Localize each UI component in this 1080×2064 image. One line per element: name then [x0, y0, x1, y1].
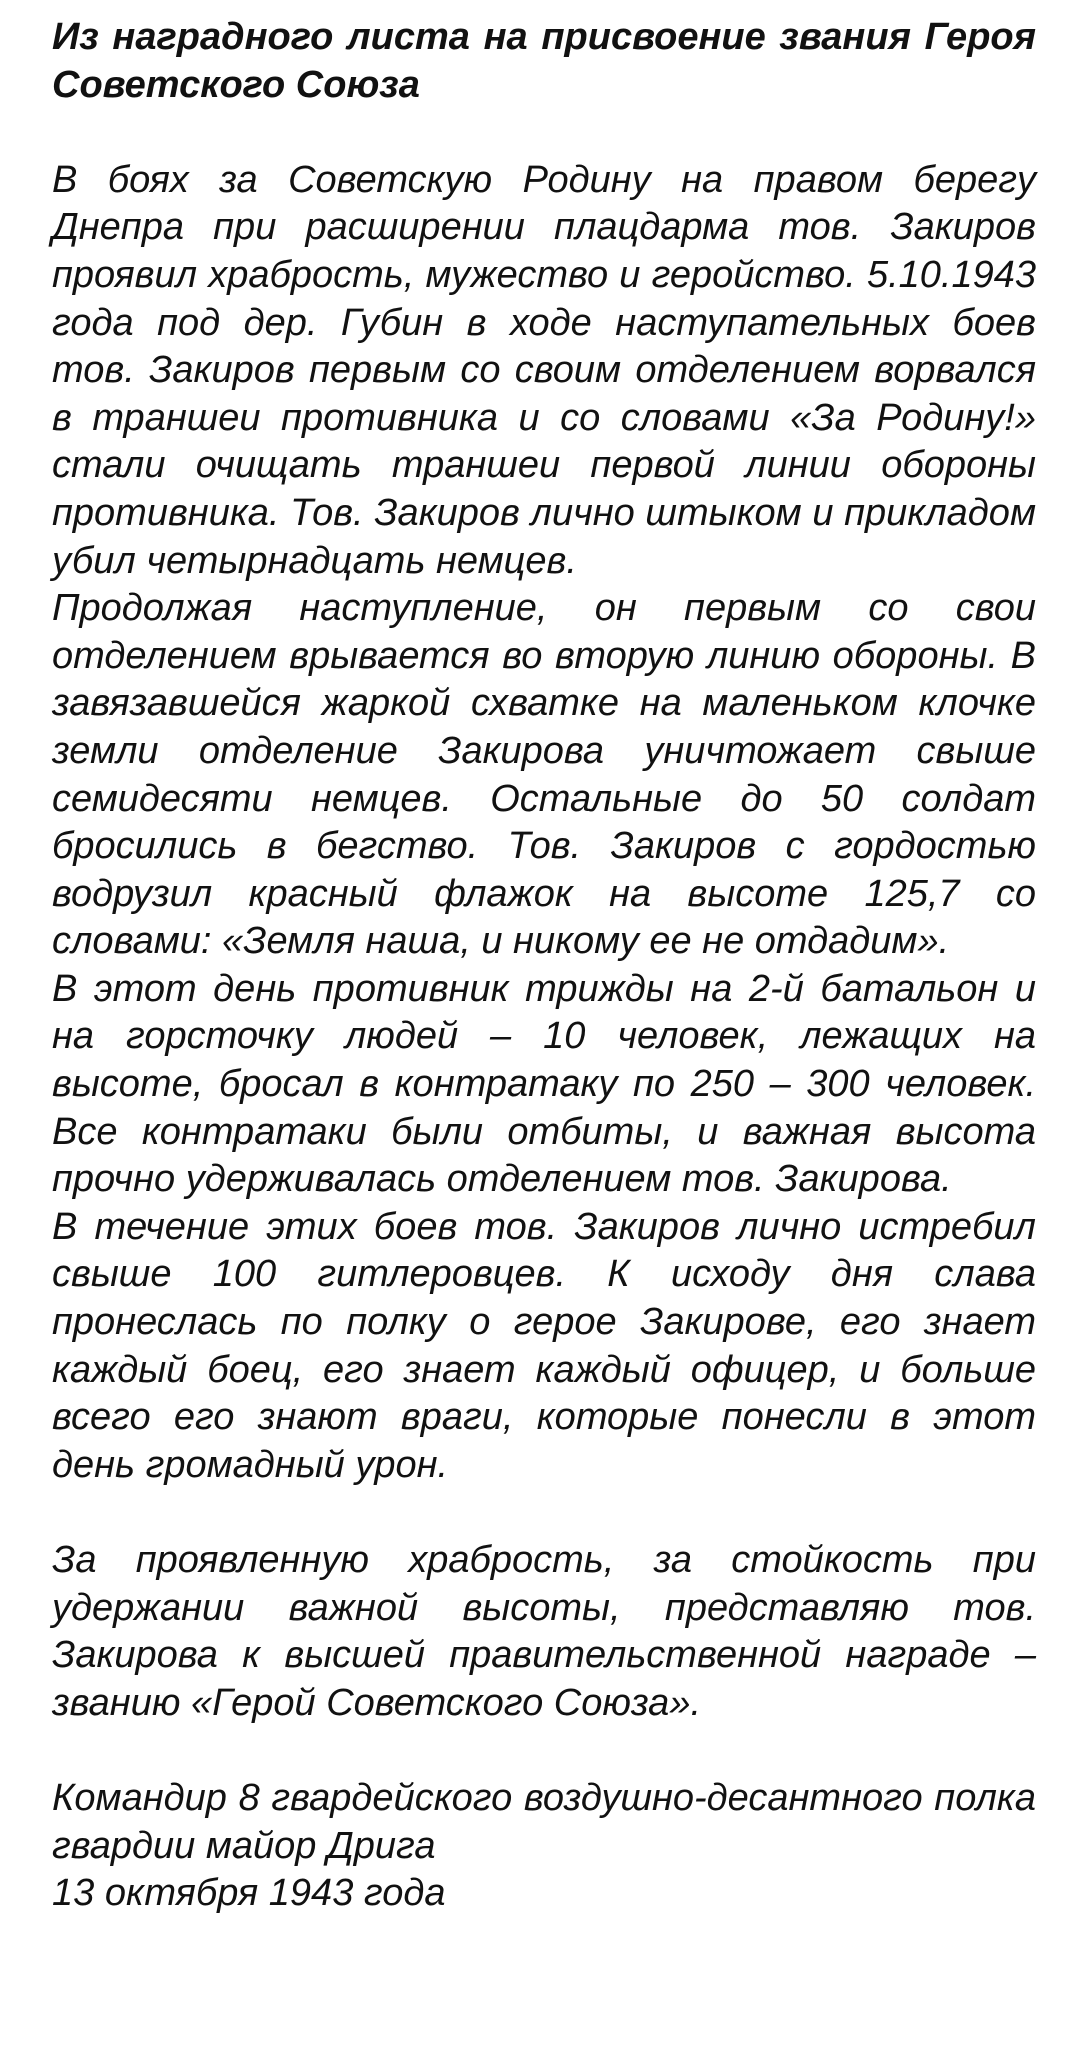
signature-position: Командир 8 гвардейского воздушно-десантного полка гвардии майор Дрига: [52, 1776, 1036, 1867]
spacer: [52, 1489, 1036, 1537]
spacer: [52, 1727, 1036, 1775]
document-title: Из наградного листа на присвоение звания Героя Советского Союза: [52, 16, 1036, 106]
paragraph-glory: В течение этих боев тов. Закиров лично истребил свыше 100 гитлеровцев. К исходу дня слава пронеслась по полку о герое Закирове, его знает каждый боец, его знает каждый офицер, и больше всего его знают враги, которые понесли в этот день громадный урон.: [52, 1205, 1036, 1486]
paragraph-counterattacks: В этот день противник трижды на 2-й батальон и на горсточку людей – 10 человек, лежащих на высоте, бросал в контратаку по 250 – 300 человек. Все контратаки были отбиты, и важная высота прочно удерживалась отделением тов. Закирова.: [52, 967, 1036, 1201]
paragraph-recommendation: За проявленную храбрость, за стойкость при удержании важной высоты, представляю тов. Закирова к высшей правительственной награде – званию «Герой Советского Союза».: [52, 1539, 1036, 1724]
award-document: [52, 14, 1036, 1918]
signature-date: 13 октября 1943 года: [52, 1872, 446, 1915]
paragraph-second-line: Продолжая наступление, он первым со свои отделением врывается во вторую линию обороны. В завязавшейся жаркой схватке на маленьком клочке земли отделение Закирова уничтожает свыше семидесяти немцев. Остальные до 50 солдат бросились в бегство. Тов. Закиров с гордостью водрузил красный флажок на высоте 125,7 со словами: «Земля наша, и никому ее не отдадим».: [52, 587, 1036, 963]
spacer: [52, 109, 1036, 157]
paragraph-battle-dnieper: В боях за Советскую Родину на правом берегу Днепра при расширении плацдарма тов. Закиров проявил храбрость, мужество и геройство. 5.10.1943 года под дер. Губин в ходе наступательных боев тов. Закиров первым со своим отделением ворвался в траншеи противника и со словами «За Родину!» стали очищать траншеи первой линии обороны противника. Тов. Закиров лично штыком и прикладом убил четырнадцать немцев.: [52, 158, 1036, 582]
